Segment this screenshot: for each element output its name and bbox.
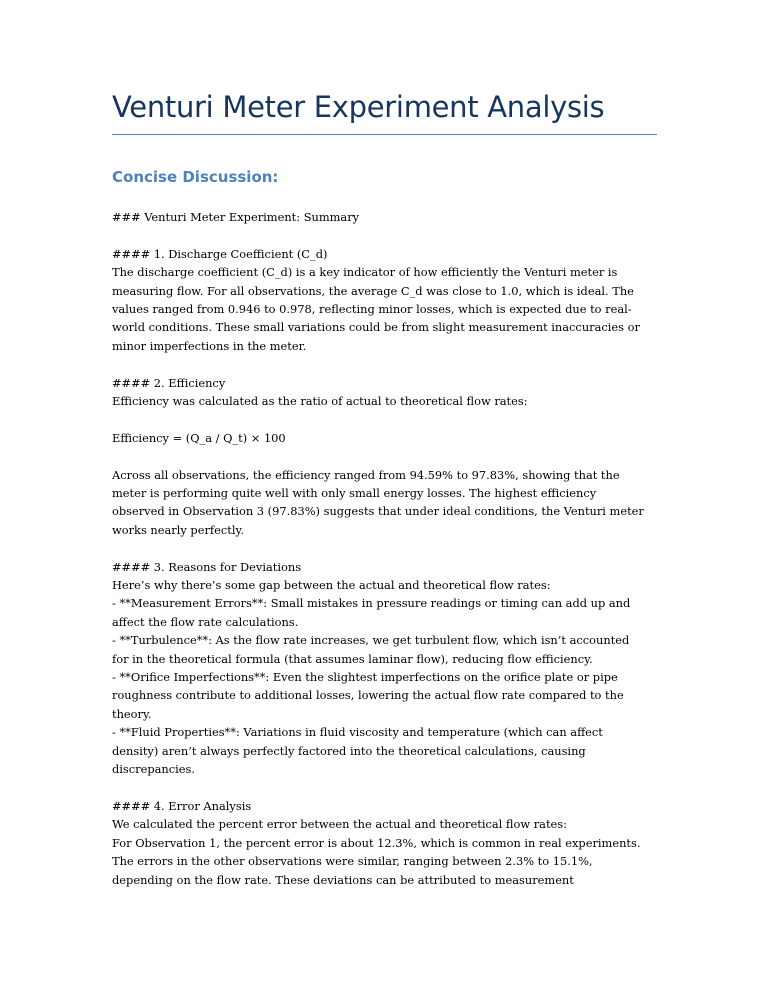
text-line: We calculated the percent error between the actual and theoretical flow rates:	[112, 817, 567, 832]
subheading-error-analysis: #### 4. Error Analysis	[112, 798, 252, 813]
text-line: roughness contribute to additional losses, lowering the actual flow rate compared to the	[112, 688, 624, 703]
text-line: density) aren’t always perfectly factored into the theoretical calculations, causing	[112, 743, 586, 758]
bullet-orifice-imperfections: - **Orifice Imperfections**: Even the slightest imperfections on the orifice plate or pipe	[112, 670, 618, 685]
summary-heading: ### Venturi Meter Experiment: Summary	[112, 210, 360, 224]
paragraph-gap	[112, 355, 662, 373]
text-line: values ranged from 0.946 to 0.978, reflecting minor losses, which is expected due to real-	[112, 302, 632, 317]
text-line: Across all observations, the efficiency ranged from 94.59% to 97.83%, showing that the	[112, 467, 620, 482]
text-line: world conditions. These small variations could be from slight measurement inaccuracies or	[112, 320, 640, 335]
bullet-measurement-errors: - **Measurement Errors**: Small mistakes in pressure readings or timing can add up and	[112, 596, 631, 611]
subheading-deviations: #### 3. Reasons for Deviations	[112, 559, 302, 574]
paragraph-gap	[112, 539, 662, 557]
text-line: works nearly perfectly.	[112, 522, 245, 537]
document-body	[112, 208, 662, 889]
efficiency-formula: Efficiency = (Q_a / Q_t) × 100	[112, 430, 286, 445]
text-line: for in the theoretical formula (that assumes laminar flow), reducing flow efficiency.	[112, 651, 593, 666]
text-line: minor imperfections in the meter.	[112, 338, 307, 353]
text-line: theory.	[112, 706, 152, 721]
bullet-turbulence: - **Turbulence**: As the flow rate increases, we get turbulent flow, which isn’t accounted	[112, 633, 630, 648]
section-heading: Concise Discussion:	[112, 168, 279, 186]
text-line: discrepancies.	[112, 762, 195, 777]
paragraph-gap	[112, 447, 662, 465]
title-underline	[112, 134, 657, 135]
document-title: Venturi Meter Experiment Analysis	[112, 90, 605, 124]
paragraph-gap	[112, 779, 662, 797]
text-line: For Observation 1, the percent error is about 12.3%, which is common in real experiments.	[112, 835, 641, 850]
text-line: meter is performing quite well with only small energy losses. The highest efficiency	[112, 486, 597, 501]
paragraph-gap	[112, 226, 662, 244]
text-line: affect the flow rate calculations.	[112, 614, 299, 629]
text-line: depending on the flow rate. These deviations can be attributed to measurement	[112, 872, 574, 887]
subheading-discharge-coefficient: #### 1. Discharge Coefficient (C_d)	[112, 246, 328, 261]
subheading-efficiency: #### 2. Efficiency	[112, 375, 226, 390]
text-line: Here’s why there’s some gap between the actual and theoretical flow rates:	[112, 578, 551, 593]
paragraph-gap	[112, 410, 662, 428]
text-line: The errors in the other observations were similar, ranging between 2.3% to 15.1%,	[112, 854, 593, 869]
bullet-fluid-properties: - **Fluid Properties**: Variations in fluid viscosity and temperature (which can affect	[112, 725, 603, 740]
text-line: The discharge coefficient (C_d) is a key indicator of how efficiently the Venturi meter is	[112, 265, 618, 280]
text-line: measuring flow. For all observations, the average C_d was close to 1.0, which is ideal. The	[112, 283, 634, 298]
text-line: observed in Observation 3 (97.83%) suggests that under ideal conditions, the Venturi meter	[112, 504, 644, 519]
text-line: Efficiency was calculated as the ratio of actual to theoretical flow rates:	[112, 394, 528, 409]
